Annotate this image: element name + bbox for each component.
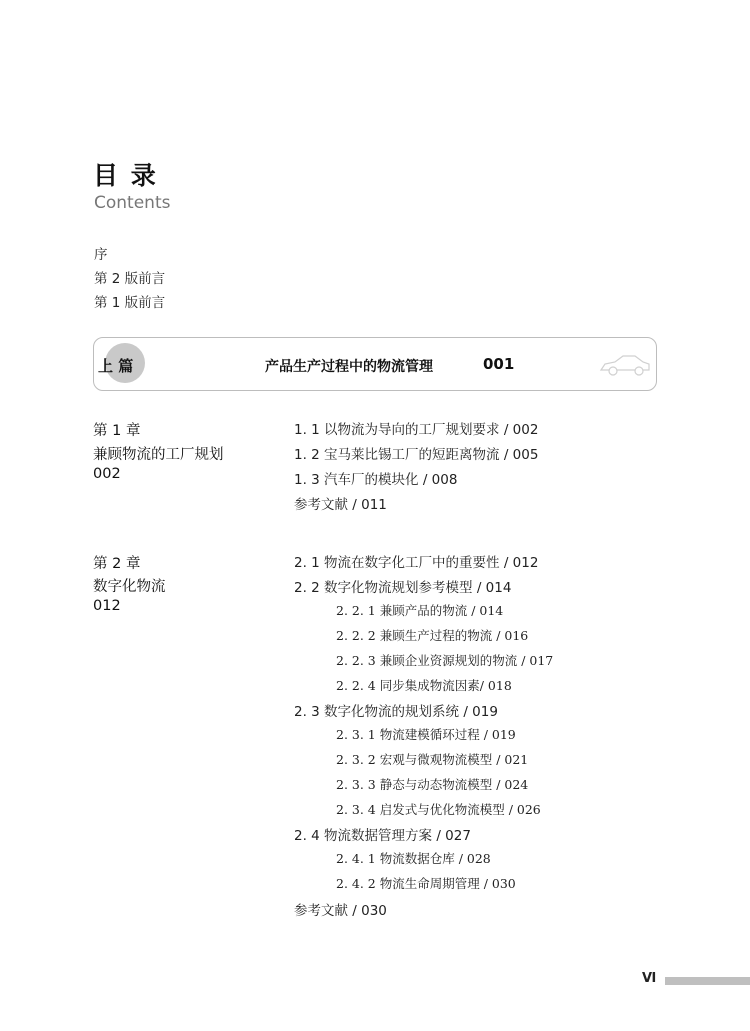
- toc-entry-2-3-3[interactable]: 2. 3. 3 静态与动态物流模型 / 024: [336, 777, 529, 792]
- front-matter-2nd-edition-foreword[interactable]: 第 2 版前言: [94, 271, 166, 287]
- toc-entry-2-4-1[interactable]: 2. 4. 1 物流数据仓库 / 028: [336, 851, 491, 866]
- toc-entry-2-2-1[interactable]: 2. 2. 1 兼顾产品的物流 / 014: [336, 603, 504, 618]
- toc-entry-2-2[interactable]: 2. 2 数字化物流规划参考模型 / 014: [294, 580, 512, 596]
- toc-entry-2-3-4[interactable]: 2. 3. 4 启发式与优化物流模型 / 026: [336, 802, 541, 817]
- toc-entry-1-references[interactable]: 参考文献 / 011: [294, 497, 387, 513]
- toc-entry-2-3-1[interactable]: 2. 3. 1 物流建模循环过程 / 019: [336, 727, 516, 742]
- chapter-1-number: 第 1 章: [93, 423, 141, 439]
- toc-entry-1-2[interactable]: 1. 2 宝马莱比锡工厂的短距离物流 / 005: [294, 447, 539, 463]
- part-page: 001: [483, 355, 515, 373]
- chapter-2-title[interactable]: 数字化物流: [93, 579, 166, 595]
- part-banner[interactable]: [93, 337, 657, 391]
- toc-entry-2-2-4[interactable]: 2. 2. 4 同步集成物流因素/ 018: [336, 678, 512, 693]
- front-matter-1st-edition-foreword[interactable]: 第 1 版前言: [94, 295, 166, 311]
- toc-title: 目 录: [93, 161, 158, 190]
- part-title: 产品生产过程中的物流管理: [265, 359, 433, 375]
- toc-entry-2-2-3[interactable]: 2. 2. 3 兼顾企业资源规划的物流 / 017: [336, 653, 554, 668]
- toc-entry-2-3[interactable]: 2. 3 数字化物流的规划系统 / 019: [294, 704, 498, 720]
- toc-entry-2-1[interactable]: 2. 1 物流在数字化工厂中的重要性 / 012: [294, 555, 539, 571]
- car-outline-icon: [599, 350, 651, 378]
- page-number: Ⅵ: [642, 971, 657, 986]
- toc-entry-1-1[interactable]: 1. 1 以物流为导向的工厂规划要求 / 002: [294, 422, 539, 438]
- toc-entry-2-references[interactable]: 参考文献 / 030: [294, 903, 387, 919]
- part-label: 上 篇: [98, 357, 134, 375]
- chapter-1-title[interactable]: 兼顾物流的工厂规划: [93, 447, 224, 463]
- toc-entry-2-3-2[interactable]: 2. 3. 2 宏观与微观物流模型 / 021: [336, 752, 529, 767]
- toc-subtitle: Contents: [94, 193, 171, 213]
- chapter-1-page: 002: [93, 466, 121, 482]
- chapter-2-page: 012: [93, 598, 121, 614]
- chapter-2-number: 第 2 章: [93, 556, 141, 572]
- toc-entry-2-2-2[interactable]: 2. 2. 2 兼顾生产过程的物流 / 016: [336, 628, 529, 643]
- toc-entry-2-4[interactable]: 2. 4 物流数据管理方案 / 027: [294, 828, 471, 844]
- front-matter-preface[interactable]: 序: [94, 247, 108, 263]
- page-number-bar: [665, 977, 750, 985]
- toc-entry-1-3[interactable]: 1. 3 汽车厂的模块化 / 008: [294, 472, 458, 488]
- toc-entry-2-4-2[interactable]: 2. 4. 2 物流生命周期管理 / 030: [336, 876, 516, 891]
